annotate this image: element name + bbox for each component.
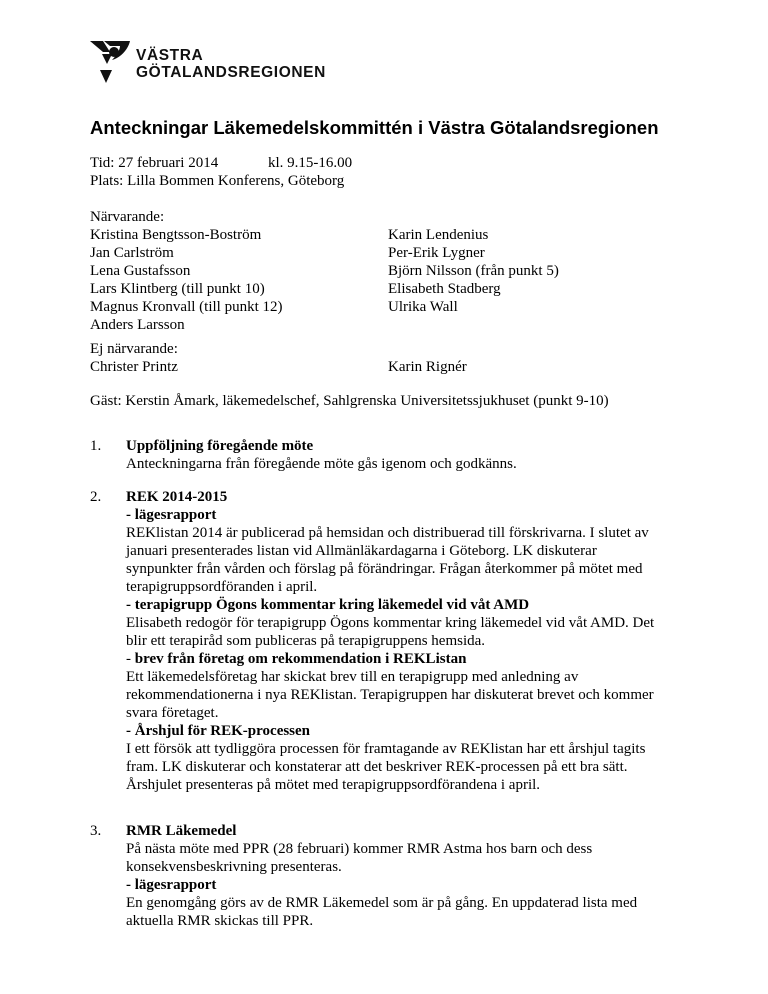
- sub-title-row: [126, 650, 686, 668]
- item-title: Uppföljning föregående möte: [126, 438, 314, 454]
- sub-title: brev från företag om rekommendation i REKListan: [134, 651, 467, 667]
- attendee: Magnus Kronvall (till punkt 12): [90, 299, 283, 315]
- body-line: En genomgång görs av de RMR Läkemedel som är på gång. En uppdaterad lista med: [126, 895, 638, 911]
- body-line: Elisabeth redogör för terapigrupp Ögons kommentar kring läkemedel vid våt AMD. Det: [126, 615, 655, 631]
- body-line: I ett försök att tydliggöra processen för framtagande av REKlistan har ett årshjul tagits: [126, 741, 646, 757]
- item-number: 1.: [90, 438, 102, 454]
- body-line: Årshjulet presenteras på mötet med terapigruppsordförandena i april.: [126, 777, 541, 793]
- meeting-time: Tid: 27 februari 2014: [90, 155, 219, 171]
- logo-line-1: VÄSTRA: [136, 47, 204, 64]
- attendee: Elisabeth Stadberg: [388, 281, 501, 297]
- body-line: terapigruppsordföranden i april.: [126, 579, 318, 595]
- agenda-item-3: [126, 822, 686, 930]
- guest-line: Gäst: Kerstin Åmark, läkemedelschef, Sahlgrenska Universitetssjukhuset (punkt 9-10): [90, 393, 609, 409]
- body-line: På nästa möte med PPR (28 februari) kommer RMR Astma hos barn och dess: [126, 841, 593, 857]
- item-number: 2.: [90, 489, 102, 505]
- body-line: blir ett terapiråd som publiceras på terapigruppens hemsida.: [126, 633, 486, 649]
- sub-title-dash: -: [126, 651, 135, 667]
- attendee: Ulrika Wall: [388, 299, 458, 315]
- absent-person: Christer Printz: [90, 359, 178, 375]
- body-line: Ett läkemedelsföretag har skickat brev till en terapigrupp med anledning av: [126, 669, 579, 685]
- body-line: rekommendationerna i nya REKlistan. Terapigruppen har diskuterat brevet och kommer: [126, 687, 654, 703]
- present-left-list: [90, 226, 282, 334]
- agenda-item-2: [126, 488, 686, 794]
- absent-person: Karin Rignér: [388, 359, 467, 375]
- vgr-logo-icon: [90, 40, 130, 84]
- absent-heading: Ej närvarande:: [90, 341, 178, 357]
- body-line: januari presenterades listan vid Allmänläkardagarna i Göteborg. LK diskuterar: [126, 543, 597, 559]
- attendee: Kristina Bengtsson-Boström: [90, 227, 262, 243]
- attendee: Jan Carlström: [90, 245, 174, 261]
- sub-title: - lägesrapport: [126, 877, 217, 893]
- attendee: Per-Erik Lygner: [388, 245, 485, 261]
- attendee: Anders Larsson: [90, 317, 185, 333]
- meeting-clock: kl. 9.15-16.00: [268, 155, 353, 171]
- body-line: synpunkter från vården och förslag på förändringar. Frågan återkommer på mötet med: [126, 561, 643, 577]
- body-line: konsekvensbeskrivning presenteras.: [126, 859, 342, 875]
- attendee: Karin Lendenius: [388, 227, 489, 243]
- present-right-list: [388, 226, 559, 316]
- item-title: RMR Läkemedel: [126, 823, 237, 839]
- body-line: svara företaget.: [126, 705, 219, 721]
- attendee: Lena Gustafsson: [90, 263, 191, 279]
- present-heading: Närvarande:: [90, 209, 165, 225]
- body-line: REKlistan 2014 är publicerad på hemsidan och distribuerad till förskrivarna. I slutet av: [126, 525, 649, 541]
- attendee: Björn Nilsson (från punkt 5): [388, 263, 559, 279]
- sub-title: - Årshjul för REK-processen: [126, 723, 311, 739]
- sub-title: - terapigrupp Ögons kommentar kring läkemedel vid våt AMD: [126, 597, 530, 613]
- attendee: Lars Klintberg (till punkt 10): [90, 281, 265, 297]
- agenda-item-1: [126, 437, 686, 473]
- logo-line-2: GÖTALANDSREGIONEN: [136, 64, 326, 81]
- logo-wordmark: [136, 47, 326, 81]
- sub-title: - lägesrapport: [126, 507, 217, 523]
- page-title: Anteckningar Läkemedelskommittén i Västra Götalandsregionen: [90, 117, 659, 138]
- item-number: 3.: [90, 823, 102, 839]
- body-line: fram. LK diskuterar och konstaterar att det beskriver REK-processen på ett bra sätt.: [126, 759, 628, 775]
- meeting-place: Plats: Lilla Bommen Konferens, Göteborg: [90, 173, 345, 189]
- item-title: REK 2014-2015: [126, 489, 228, 505]
- item-body: Anteckningarna från föregående möte gås igenom och godkänns.: [126, 456, 517, 472]
- body-line: aktuella RMR skickas till PPR.: [126, 913, 314, 929]
